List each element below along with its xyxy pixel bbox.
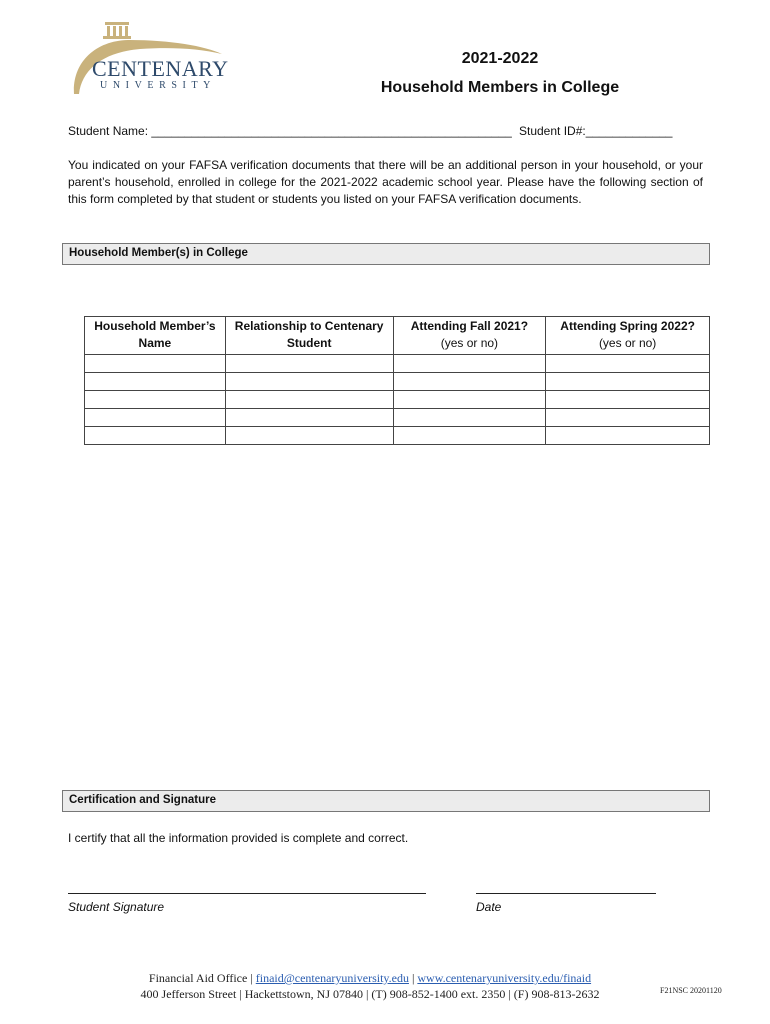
logo-name: CENTENARY	[92, 56, 229, 81]
member-name-cell[interactable]	[85, 409, 226, 427]
footer-separator: |	[408, 971, 418, 985]
certification-statement: I certify that all the information provided is complete and correct.	[68, 831, 409, 845]
fall-cell[interactable]	[393, 409, 546, 427]
footer	[90, 970, 650, 1002]
col-header-spring-sub: (yes or no)	[598, 336, 657, 350]
member-name-cell[interactable]	[85, 391, 226, 409]
household-members-table	[84, 316, 710, 445]
table-row	[85, 427, 710, 445]
relationship-cell[interactable]	[225, 391, 393, 409]
student-signature-line[interactable]	[68, 893, 426, 894]
table-row	[85, 355, 710, 373]
footer-office: Financial Aid Office |	[148, 971, 256, 985]
form-code: F21NSC 20201120	[660, 986, 722, 995]
date-label: Date	[476, 900, 502, 914]
relationship-cell[interactable]	[225, 355, 393, 373]
footer-address: 400 Jefferson Street | Hackettstown, NJ 07840 | (T) 908-852-1400 ext. 2350 | (F) 908-813-2632	[140, 987, 600, 1001]
col-header-fall-sub: (yes or no)	[440, 336, 499, 350]
centenary-logo	[70, 18, 240, 100]
email-link[interactable]: finaid@centenaryuniversity.edu	[255, 971, 409, 985]
table-row	[85, 409, 710, 427]
table-row	[85, 373, 710, 391]
fall-cell[interactable]	[393, 373, 546, 391]
member-name-cell[interactable]	[85, 373, 226, 391]
relationship-cell[interactable]	[225, 373, 393, 391]
logo-subtitle: UNIVERSITY	[100, 80, 216, 91]
intro-paragraph: You indicated on your FAFSA verification documents that there will be an additional person in your household, or your parent’s household, enrolled in college for the 2021-2022 academic school year. Please have the following section of this form completed by that student or students you listed on your FAFSA verification documents.	[68, 158, 703, 206]
member-name-cell[interactable]	[85, 427, 226, 445]
fall-cell[interactable]	[393, 355, 546, 373]
table-row	[85, 391, 710, 409]
spring-cell[interactable]	[546, 355, 710, 373]
member-name-cell[interactable]	[85, 355, 226, 373]
col-header-fall	[393, 317, 546, 355]
footer-line-1	[90, 970, 650, 986]
relationship-cell[interactable]	[225, 409, 393, 427]
student-name-field[interactable]: Student Name: ______________________________________________________	[68, 124, 512, 138]
spring-cell[interactable]	[546, 373, 710, 391]
col-header-name-title: Household Member’s Name	[94, 319, 216, 350]
section-header-household: Household Member(s) in College	[62, 243, 710, 265]
website-link[interactable]: www.centenaryuniversity.edu/finaid	[417, 971, 592, 985]
form-year: 2021-2022	[461, 50, 539, 67]
spring-cell[interactable]	[546, 391, 710, 409]
table-header-row	[85, 317, 710, 355]
col-header-spring	[546, 317, 710, 355]
col-header-relationship	[225, 317, 393, 355]
spring-cell[interactable]	[546, 409, 710, 427]
col-header-name	[85, 317, 226, 355]
student-signature-label: Student Signature	[68, 900, 165, 914]
col-header-fall-title: Attending Fall 2021?	[410, 319, 529, 333]
section-header-certification: Certification and Signature	[62, 790, 710, 812]
col-header-relationship-title: Relationship to Centenary Student	[234, 319, 384, 350]
date-line[interactable]	[476, 893, 656, 894]
form-title: Household Members in College	[380, 79, 620, 96]
fall-cell[interactable]	[393, 391, 546, 409]
fall-cell[interactable]	[393, 427, 546, 445]
relationship-cell[interactable]	[225, 427, 393, 445]
spring-cell[interactable]	[546, 427, 710, 445]
col-header-spring-title: Attending Spring 2022?	[560, 319, 695, 333]
student-id-field[interactable]: Student ID#:_____________	[519, 124, 673, 138]
